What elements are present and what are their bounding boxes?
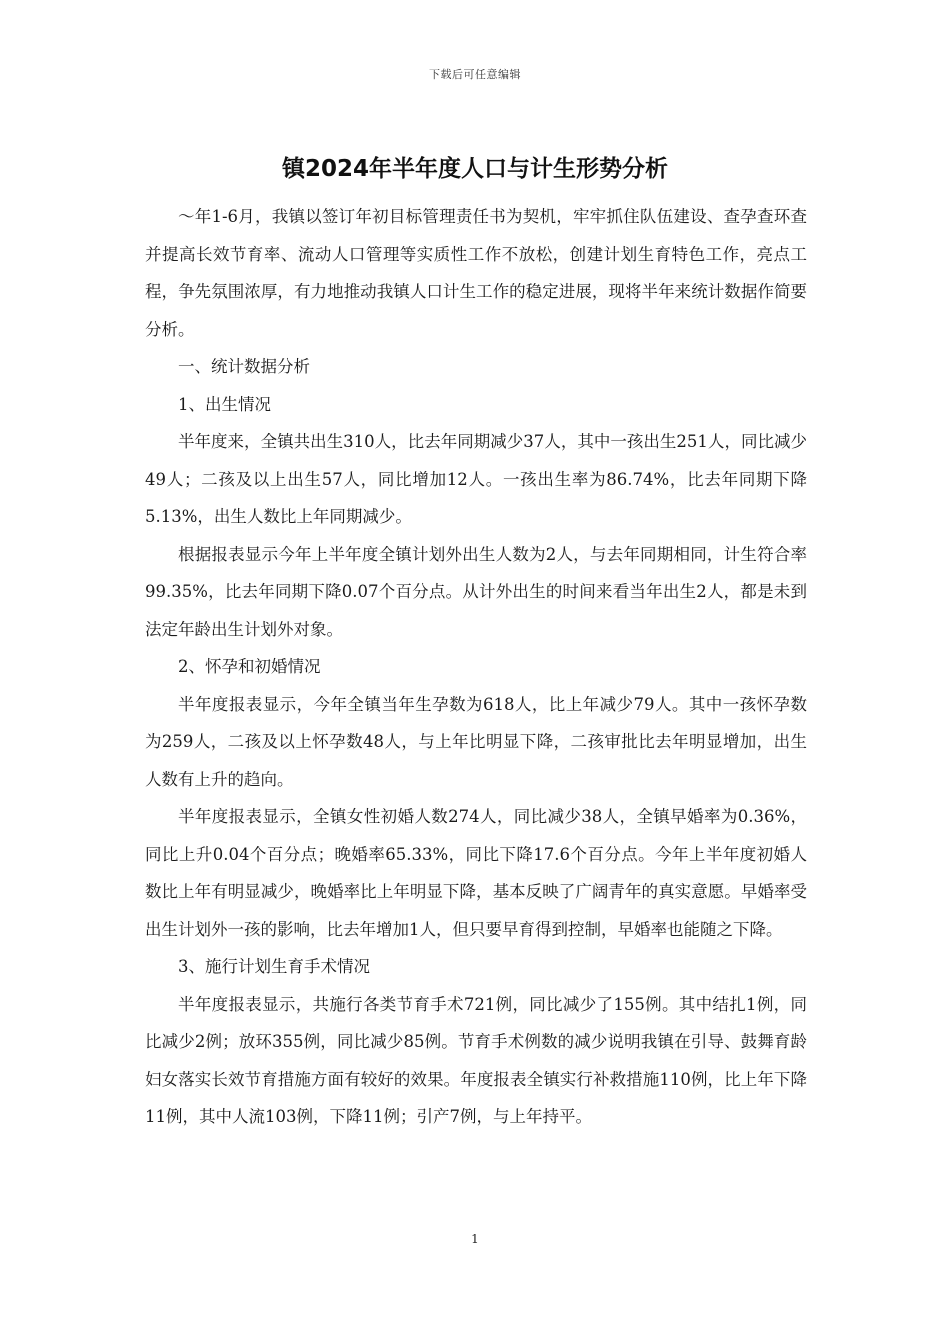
subsection-heading-pregnancy-marriage: 2、怀孕和初婚情况 xyxy=(178,657,321,676)
paragraph-pregnancy: 半年度报表显示，今年全镇当年生孕数为618人，比上年减少79人。其中一孩怀孕数为259人，二孩及以上怀孕数48人，与上年比明显下降，二孩审批比去年明显增加，出生人数有上升的趋向。 xyxy=(145,694,807,789)
paragraph-surgery: 半年度报表显示，共施行各类节育手术721例，同比减少了155例。其中结扎1例，同比减少2例；放环355例，同比减少85例。节育手术例数的减少说明我镇在引导、鼓舞育龄妇女落实长效节育措施方面有较好的效果。年度报表全镇实行补救措施110例，比上年下降11例，其中人流103例，下降11例；引产7例，与上年持平。 xyxy=(145,994,807,1126)
subsection-heading-births: 1、出生情况 xyxy=(178,394,271,414)
document-title: 镇2024年半年度人口与计生形势分析 xyxy=(281,156,668,182)
page-number: 1 xyxy=(471,1232,479,1246)
paragraph-unplanned-births: 根据报表显示今年上半年度全镇计划外出生人数为2人，与去年同期相同，计生符合率99.35%，比去年同期下降0.07个百分点。从计外出生的时间来看当年出生2人，都是未到法定年龄出生计划外对象。 xyxy=(145,544,807,639)
intro-paragraph: ～年1-6月，我镇以签订年初目标管理责任书为契机，牢牢抓住队伍建设、查孕查环查并提高长效节育率、流动人口管理等实质性工作不放松，创建计划生育特色工作，亮点工程，争先氛围浓厚，有力地推动我镇人口计生工作的稳定进展，现将半年来统计数据作简要分析。 xyxy=(145,207,807,339)
paragraph-marriage: 半年度报表显示，全镇女性初婚人数274人，同比减少38人，全镇早婚率为0.36%，同比上升0.04个百分点；晚婚率65.33%，同比下降17.6个百分点。今年上半年度初婚人数比上年有明显减少，晚婚率比上年明显下降，基本反映了广阔青年的真实意愿。早婚率受出生计划外一孩的影响，比去年增加1人，但只要早育得到控制，早婚率也能随之下降。 xyxy=(145,807,807,939)
section-heading-statistics: 一、统计数据分析 xyxy=(178,357,310,376)
paragraph-births: 半年度来，全镇共出生310人，比去年同期减少37人，其中一孩出生251人，同比减少49人；二孩及以上出生57人，同比增加12人。一孩出生率为86.74%，比去年同期下降5.13%，出生人数比上年同期减少。 xyxy=(145,432,807,526)
header-note: 下载后可任意编辑 xyxy=(429,68,521,81)
document-body xyxy=(145,198,807,1136)
subsection-heading-surgery: 3、施行计划生育手术情况 xyxy=(178,957,370,976)
